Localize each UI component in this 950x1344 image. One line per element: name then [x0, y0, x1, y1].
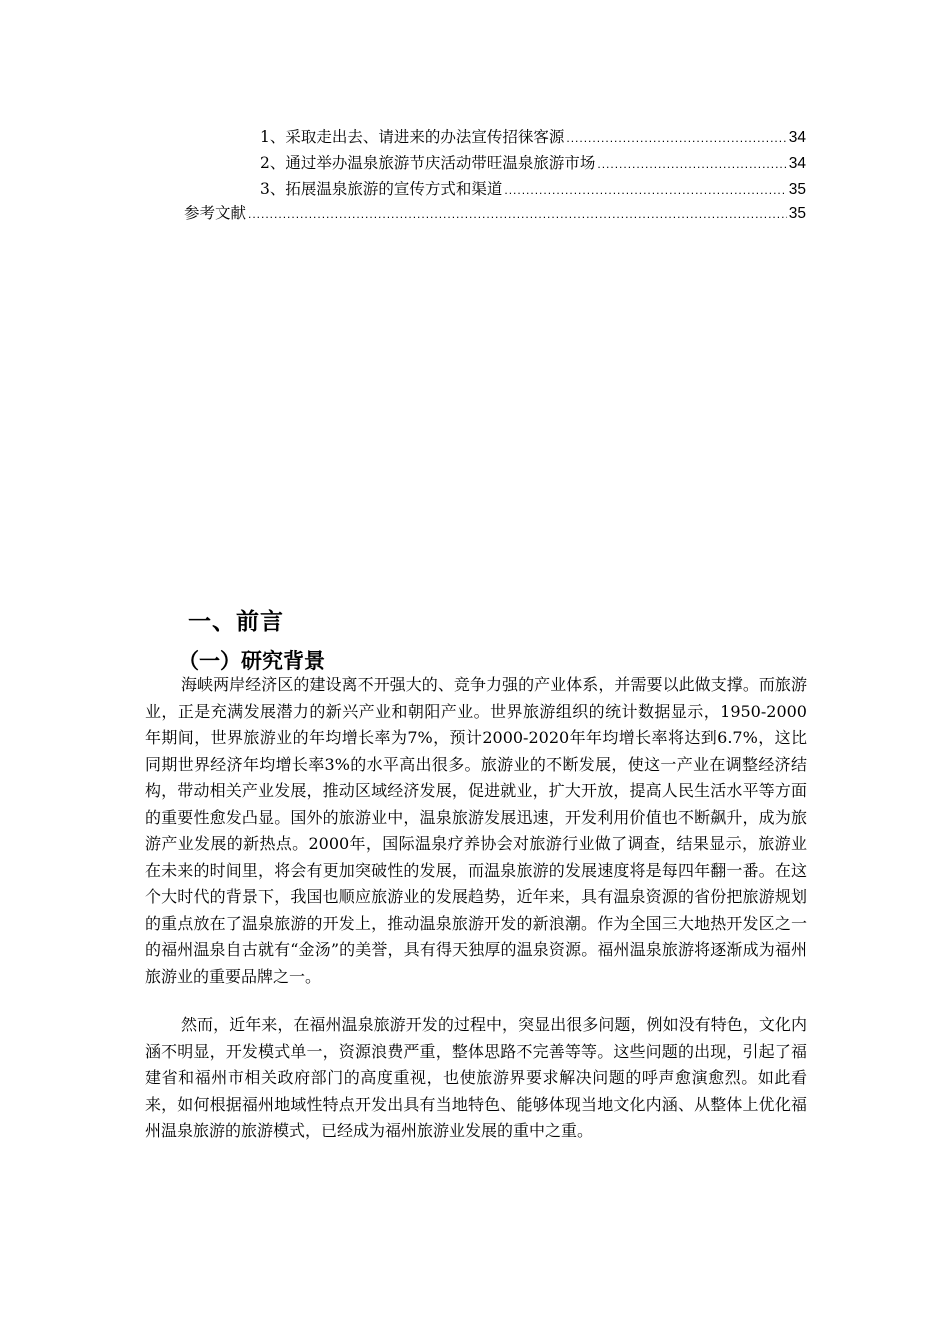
toc-entry-label: 1、采取走出去、请进来的办法宣传招徕客源	[260, 128, 565, 146]
toc-leader-dots	[566, 125, 786, 151]
toc-entry-3[interactable]	[260, 176, 806, 202]
toc-page-number: 35	[788, 205, 806, 222]
toc-entry-label: 2、通过举办温泉旅游节庆活动带旺温泉旅游市场	[260, 154, 596, 172]
toc-leader-dots	[248, 201, 787, 227]
toc-page-number: 35	[788, 181, 806, 198]
section-subheading: （一）研究背景	[178, 649, 325, 673]
toc-page-number: 34	[788, 129, 806, 146]
toc-page-number: 34	[788, 155, 806, 172]
section-heading: 一、前言	[188, 609, 284, 635]
body-paragraph-2: 然而，近年来，在福州温泉旅游开发的过程中，突显出很多问题，例如没有特色，文化内涵不明显，开发模式单一，资源浪费严重，整体思路不完善等等。这些问题的出现，引起了福建省和福州市相关政府部门的高度重视，也使旅游界要求解决问题的呼声愈演愈烈。如此看来，如何根据福州地域性特点开发出具有当地特色、能够体现当地文化内涵、从整体上优化福州温泉旅游的旅游模式，已经成为福州旅游业发展的重中之重。	[145, 1015, 807, 1140]
toc-entry-1[interactable]	[260, 124, 806, 150]
toc-entry-2[interactable]	[260, 150, 806, 176]
toc-entry-label: 参考文献	[184, 204, 247, 222]
toc-entry-label: 3、拓展温泉旅游的宣传方式和渠道	[260, 180, 503, 198]
toc-entry-references[interactable]	[184, 200, 806, 226]
body-paragraph-1: 海峡两岸经济区的建设离不开强大的、竞争力强的产业体系，并需要以此做支撑。而旅游业，正是充满发展潜力的新兴产业和朝阳产业。世界旅游组织的统计数据显示，1950-2000年期间，世界旅游业的年均增长率为7%，预计2000-2020年年均增长率将达到6.7%，这比同期世界经济年均增长率3%的水平高出很多。旅游业的不断发展，使这一产业在调整经济结构，带动相关产业发展，推动区域经济发展，促进就业，扩大开放，提高人民生活水平等方面的重要性愈发凸显。国外的旅游业中，温泉旅游发展迅速，开发利用价值也不断飙升，成为旅游产业发展的新热点。2000年，国际温泉疗养协会对旅游行业做了调查，结果显示，旅游业在未来的时间里，将会有更加突破性的发展，而温泉旅游的发展速度将是每四年翻一番。在这个大时代的背景下，我国也顺应旅游业的发展趋势，近年来，具有温泉资源的省份把旅游规划的重点放在了温泉旅游的开发上，推动温泉旅游开发的新浪潮。作为全国三大地热开发区之一的福州温泉自古就有“金汤”的美誉，具有得天独厚的温泉资源。福州温泉旅游将逐渐成为福州旅游业的重要品牌之一。	[145, 675, 807, 986]
toc-leader-dots	[597, 151, 786, 177]
